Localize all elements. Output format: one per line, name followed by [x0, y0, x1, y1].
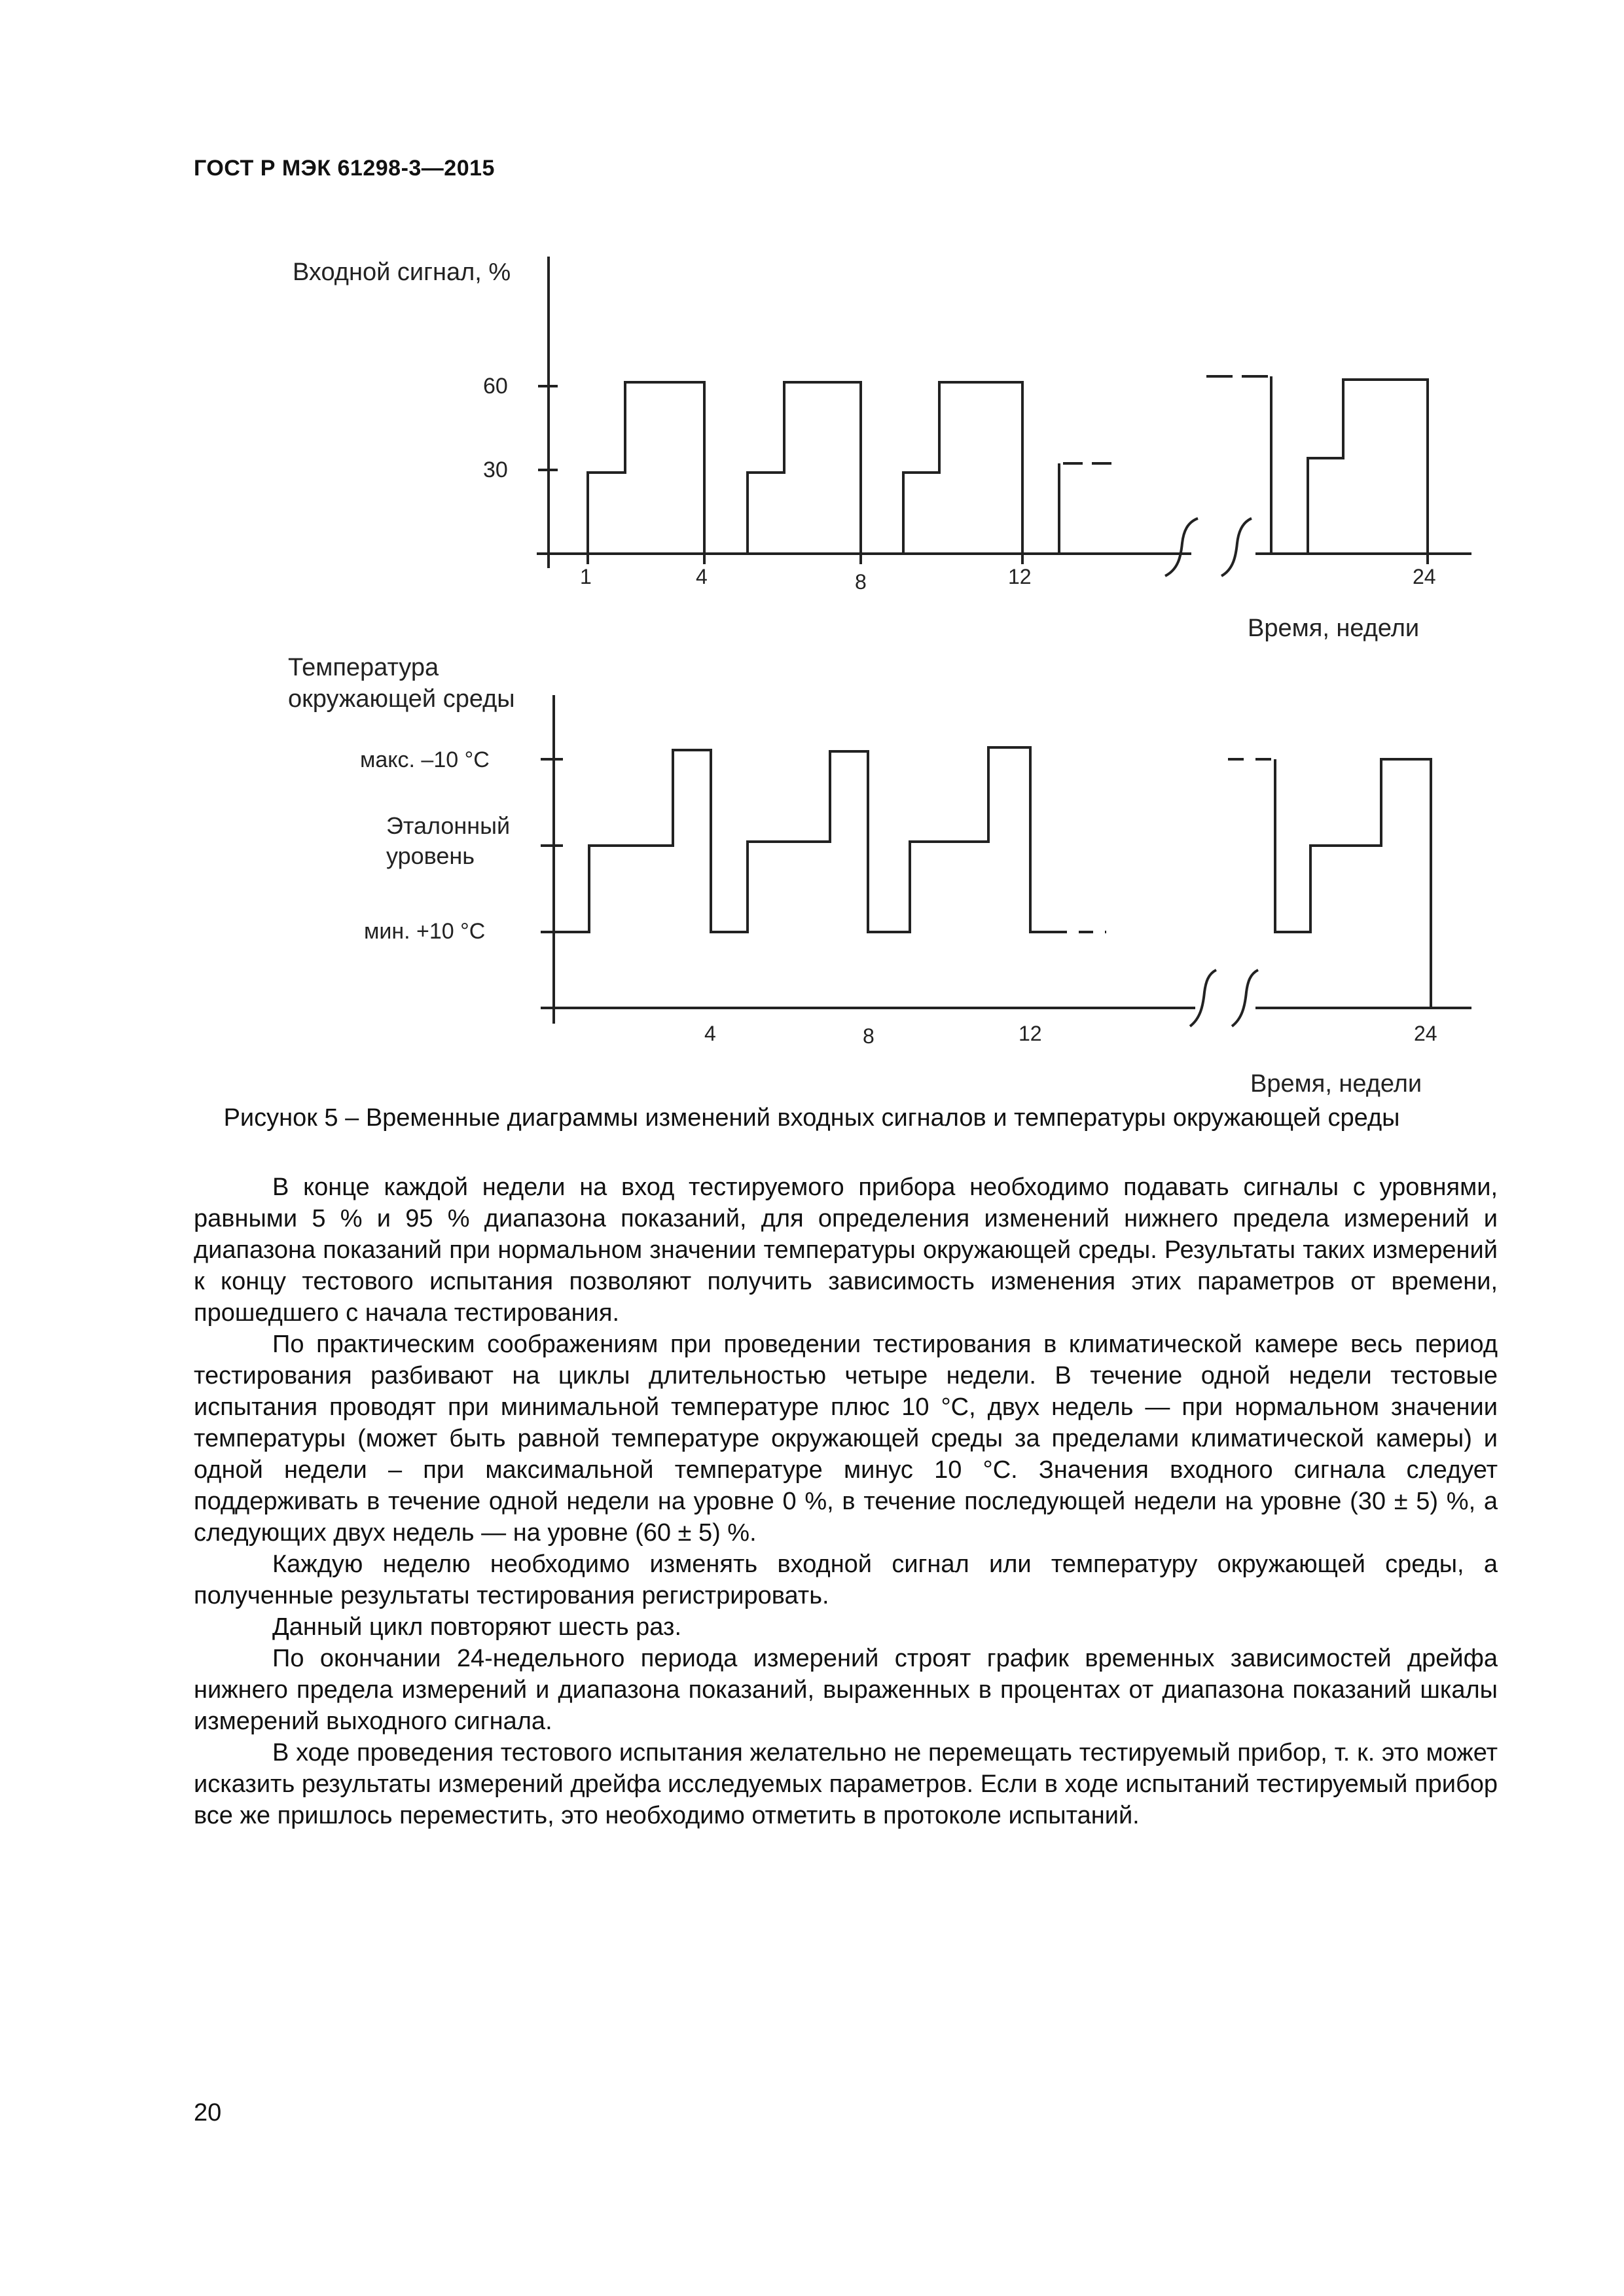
paragraph: Каждую неделю необходимо изменять входной сигнал или температуру окружающей среды, а полученные результаты тестирования регистрировать. — [194, 1551, 1498, 1609]
figure-caption: Рисунок 5 – Временные диаграммы изменений входных сигналов и температуры окружающей среды — [223, 1104, 1400, 1132]
y-tick-label-reference-line2: уровень — [386, 842, 475, 869]
y-tick-label-30: 30 — [483, 457, 508, 482]
input-signal-chart — [537, 257, 1471, 576]
axis-break-mark-left — [1190, 970, 1216, 1026]
axis-break-mark-right — [1221, 518, 1252, 576]
x-tick-label-1: 1 — [580, 565, 592, 588]
x-tick-label-8: 8 — [863, 1024, 875, 1048]
y-tick-label-max: макс. –10 °C — [360, 747, 490, 772]
x-tick-label-8: 8 — [855, 570, 867, 594]
temperature-y-label — [288, 654, 515, 713]
input-signal-y-label: Входной сигнал, % — [293, 259, 511, 286]
paragraph: По окончании 24-недельного периода измерений строят график временных зависимостей дрейфа нижнего предела измерений и диапазона показаний, выраженных в процентах от диапазона показаний шкалы измерений выходного сигнала. — [194, 1645, 1498, 1735]
input-signal-series — [588, 382, 1059, 554]
temperature-y-label-line2: окружающей среды — [288, 685, 515, 713]
temperature-x-label: Время, недели — [1250, 1070, 1422, 1098]
x-tick-label-12: 12 — [1019, 1022, 1042, 1045]
y-tick-label-min: мин. +10 °C — [364, 919, 486, 944]
x-tick-label-4: 4 — [696, 565, 708, 588]
paragraph: В конце каждой недели на вход тестируемого прибора необходимо подавать сигналы с уровнями, равными 5 % и 95 % диапазона показаний, для определения изменений нижнего предела измерений и диапазона показаний при нормальном значении температуры окружающей среды. Результаты таких измерений к концу тестового испытания позволяют получить зависимость изменения этих параметров от времени, прошедшего с начала тестирования. — [194, 1174, 1498, 1327]
input-signal-series-end — [1271, 376, 1428, 554]
axis-break-mark-right — [1232, 970, 1258, 1026]
y-tick-label-60: 60 — [483, 374, 508, 399]
input-signal-x-label: Время, недели — [1248, 615, 1420, 642]
temperature-chart — [541, 695, 1471, 1026]
x-tick-label-4: 4 — [704, 1022, 716, 1045]
body-text — [194, 1172, 1498, 1831]
temperature-labels — [288, 654, 1437, 1098]
x-tick-label-24: 24 — [1414, 1022, 1437, 1045]
paragraph: По практическим соображениям при проведении тестирования в климатической камере весь период тестирования разбивают на циклы длительностью четыре недели. В течение одной недели тестовые испытания проводят при минимальной температуре плюс 10 °C, двух недель — при нормальном значении температуры (может быть равной температуре окружающей среды за пределами климатической камеры) и одной недели – при максимальной температуре минус 10 °C. Значения входного сигнала следует поддерживать в течение одной недели на уровне 0 %, в течение последующей недели на уровне (30 ± 5) %, а следующих двух недель — на уровне (60 ± 5) %. — [194, 1331, 1498, 1547]
axis-break-mark-left — [1165, 518, 1198, 576]
temperature-series-end — [1275, 759, 1431, 1008]
paragraph: В ходе проведения тестового испытания желательно не перемещать тестируемый прибор, т. к. это может исказить результаты измерений дрейфа исследуемых параметров. Если в ходе испытаний тестируемый прибор все же пришлось переместить, это необходимо отметить в протоколе испытаний. — [194, 1739, 1498, 1829]
x-tick-label-12: 12 — [1008, 565, 1032, 588]
temperature-y-label-line1: Температура — [288, 654, 439, 681]
y-tick-label-reference — [386, 812, 516, 869]
document-header: ГОСТ Р МЭК 61298-3—2015 — [194, 156, 495, 181]
x-tick-label-24: 24 — [1413, 565, 1436, 588]
y-tick-label-reference-line1: Эталонный — [386, 812, 511, 839]
temperature-series — [554, 747, 1053, 932]
input-signal-labels — [293, 259, 1436, 642]
paragraph: Данный цикл повторяют шесть раз. — [272, 1613, 681, 1641]
page-number: 20 — [194, 2099, 222, 2126]
